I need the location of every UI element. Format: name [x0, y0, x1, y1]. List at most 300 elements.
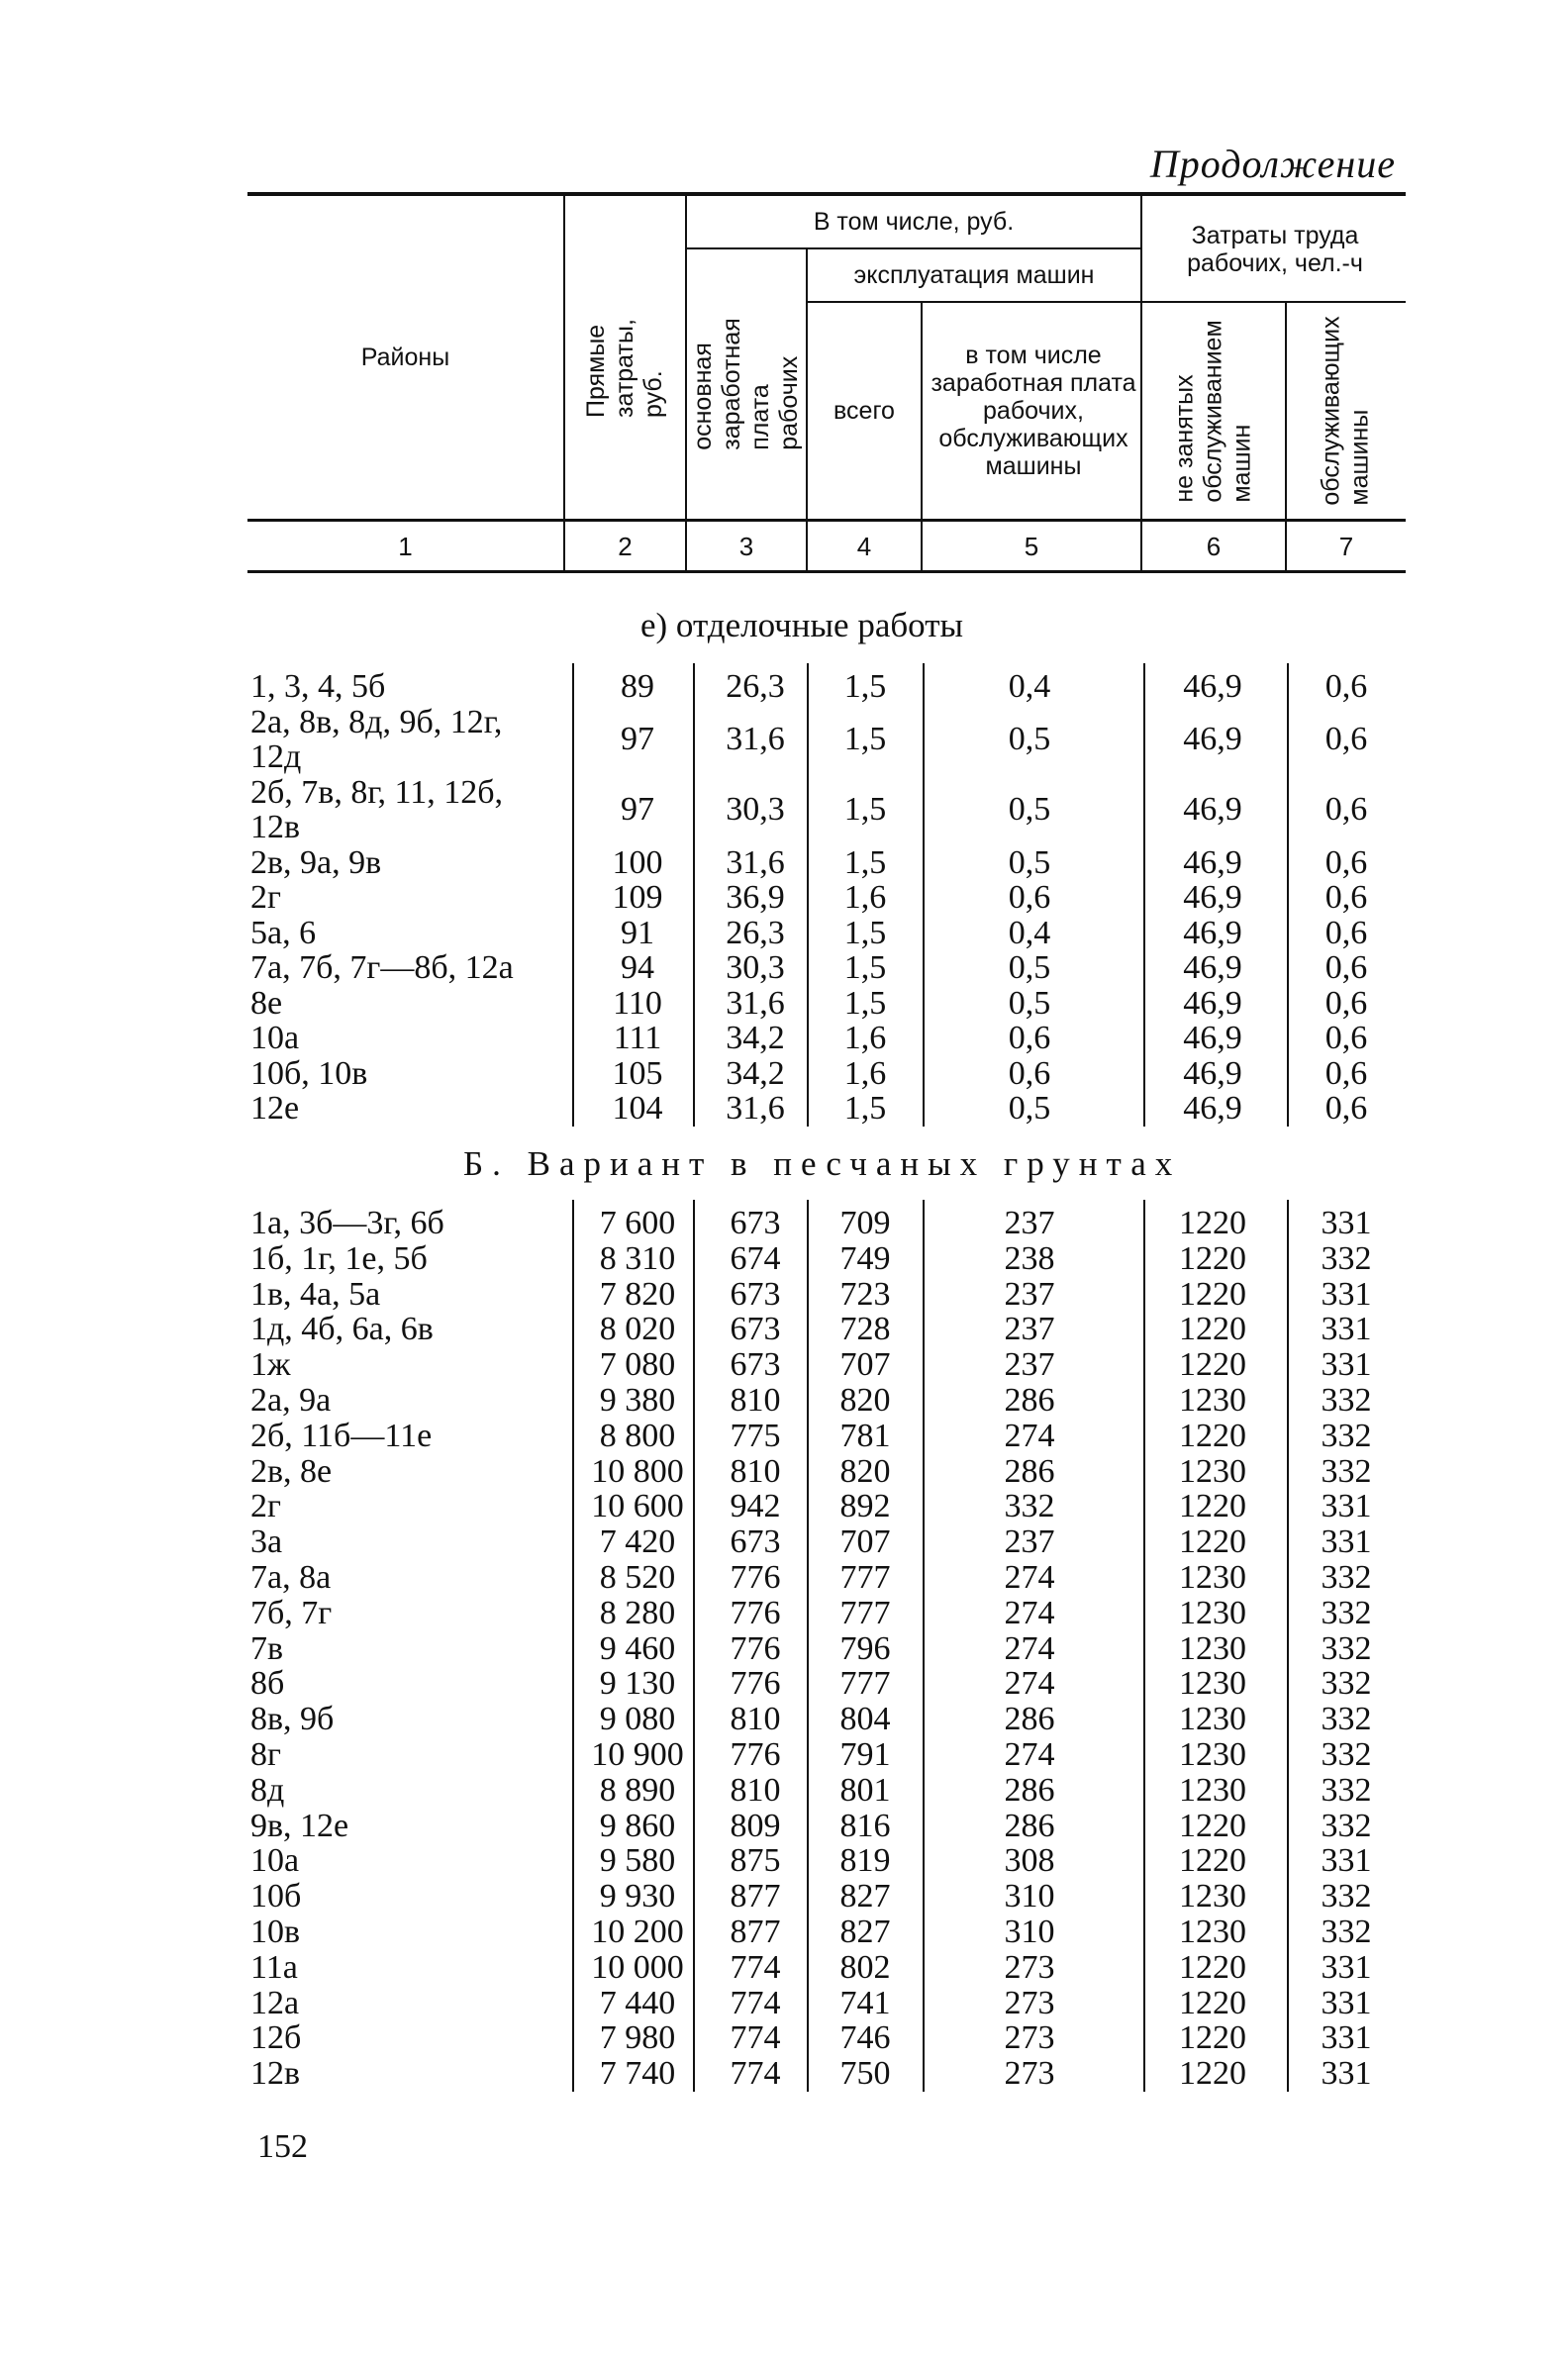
- value-cell: 0,4: [1008, 914, 1051, 951]
- value-cell: 109: [612, 879, 663, 916]
- value-cell: 1,5: [843, 791, 887, 829]
- district-line: 2г: [250, 1488, 281, 1525]
- value-cell: 7 440: [599, 1984, 676, 2021]
- value-cell: 110: [613, 984, 662, 1022]
- value-cell: 781: [839, 1417, 891, 1454]
- value-cell: 749: [839, 1239, 891, 1277]
- header-machine-operation: эксплуатация машин: [853, 261, 1095, 289]
- value-cell: 776: [730, 1594, 781, 1631]
- table-row: [0, 1596, 1568, 1631]
- value-cell: 31,6: [726, 843, 785, 881]
- value-cell: 8 020: [599, 1311, 676, 1348]
- value-cell: 723: [839, 1275, 891, 1313]
- value-cell: 331: [1321, 1275, 1372, 1313]
- column-number: 7: [1338, 532, 1354, 561]
- value-cell: 332: [1321, 1417, 1372, 1454]
- header-total: всего: [833, 397, 895, 425]
- table-row: [0, 986, 1568, 1022]
- header-vline-4: [921, 303, 923, 570]
- table-row: [0, 1241, 1568, 1277]
- district-cell: [250, 1241, 428, 1277]
- value-cell: 746: [839, 2019, 891, 2057]
- value-cell: 0,5: [1008, 791, 1051, 829]
- value-cell: 273: [1004, 1948, 1055, 1986]
- header-direct-costs-wrap: [565, 196, 685, 519]
- table-row: [0, 1347, 1568, 1383]
- value-cell: 1220: [1179, 1488, 1246, 1525]
- value-cell: 777: [839, 1594, 891, 1631]
- value-cell: 7 740: [599, 2055, 676, 2093]
- value-cell: 331: [1321, 1523, 1372, 1561]
- section-title-finishing: е) отделочные работы: [639, 606, 964, 644]
- value-cell: 1,5: [843, 949, 887, 986]
- table-row: [0, 1312, 1568, 1347]
- value-cell: 809: [730, 1807, 781, 1844]
- value-cell: 673: [730, 1346, 781, 1384]
- district-line: 1д, 4б, 6а, 6в: [250, 1311, 434, 1348]
- value-cell: 707: [839, 1523, 891, 1561]
- value-cell: 274: [1004, 1629, 1055, 1667]
- table-row: [0, 1631, 1568, 1667]
- district-line: 1, 3, 4, 5б: [250, 668, 386, 705]
- value-cell: 0,5: [1008, 721, 1051, 758]
- value-cell: 1230: [1179, 1629, 1246, 1667]
- value-cell: 332: [1321, 1594, 1372, 1631]
- district-cell: [250, 950, 514, 986]
- value-cell: 331: [1321, 1488, 1372, 1525]
- value-cell: 331: [1321, 1311, 1372, 1348]
- column-divider: [572, 663, 574, 1127]
- value-cell: 286: [1004, 1701, 1055, 1738]
- table-row: [0, 1021, 1568, 1056]
- district-cell: [250, 1560, 331, 1596]
- value-cell: 776: [730, 1736, 781, 1773]
- district-cell: [250, 1809, 348, 1844]
- value-cell: 30,3: [726, 791, 785, 829]
- value-cell: 877: [730, 1878, 781, 1915]
- value-cell: 810: [730, 1382, 781, 1419]
- value-cell: 273: [1004, 1984, 1055, 2021]
- district-line: 10а: [250, 1842, 300, 1880]
- district-cell: [250, 1312, 434, 1347]
- district-line: 11а: [250, 1948, 298, 1986]
- value-cell: 673: [730, 1311, 781, 1348]
- district-line: 7а, 7б, 7г—8б, 12а: [250, 949, 514, 986]
- value-cell: 8 310: [599, 1239, 676, 1277]
- value-cell: 7 080: [599, 1346, 676, 1384]
- value-cell: 776: [730, 1665, 781, 1703]
- value-cell: 237: [1004, 1205, 1055, 1241]
- value-cell: 741: [839, 1984, 891, 2021]
- table-row: [0, 950, 1568, 986]
- district-line: 12е: [250, 1090, 300, 1127]
- district-line: 2а, 9а: [250, 1382, 332, 1419]
- table-row: [0, 1986, 1568, 2021]
- value-cell: 810: [730, 1771, 781, 1809]
- value-cell: 0,6: [1324, 668, 1368, 705]
- column-divider: [1143, 1200, 1145, 2092]
- table-row: [0, 845, 1568, 881]
- district-cell: [250, 1737, 281, 1773]
- value-cell: 46,9: [1183, 791, 1242, 829]
- district-cell: [250, 880, 281, 916]
- value-cell: 1,6: [843, 1020, 887, 1056]
- value-cell: 1,5: [843, 914, 887, 951]
- district-line: 1а, 3б—3г, 6б: [250, 1205, 444, 1241]
- column-divider: [1287, 663, 1289, 1127]
- value-cell: 1,5: [843, 984, 887, 1022]
- value-cell: 0,6: [1324, 879, 1368, 916]
- value-cell: 31,6: [726, 721, 785, 758]
- district-line: 8г: [250, 1736, 281, 1773]
- column-number: 2: [618, 532, 633, 561]
- value-cell: 774: [730, 2019, 781, 2057]
- district-line: 2в, 8е: [250, 1452, 333, 1490]
- district-line: 9в, 12е: [250, 1807, 349, 1844]
- value-cell: 237: [1004, 1346, 1055, 1384]
- district-line: 8в, 9б: [250, 1701, 335, 1738]
- column-divider: [807, 1200, 809, 2092]
- district-cell: [250, 1489, 281, 1524]
- district-cell: [250, 1773, 284, 1809]
- value-cell: 273: [1004, 2019, 1055, 2057]
- value-cell: 46,9: [1183, 1020, 1242, 1056]
- value-cell: 1230: [1179, 1771, 1246, 1809]
- column-divider: [693, 1200, 695, 2092]
- value-cell: 774: [730, 1984, 781, 2021]
- value-cell: 0,6: [1324, 791, 1368, 829]
- value-cell: 1230: [1179, 1736, 1246, 1773]
- value-cell: 9 130: [599, 1665, 676, 1703]
- value-cell: 274: [1004, 1594, 1055, 1631]
- value-cell: 1230: [1179, 1594, 1246, 1631]
- value-cell: 332: [1004, 1488, 1055, 1525]
- district-line: 2а, 8в, 8д, 9б, 12г,: [250, 703, 503, 740]
- value-cell: 774: [730, 1948, 781, 1986]
- district-line: 8е: [250, 984, 283, 1022]
- value-cell: 1,6: [843, 879, 887, 916]
- district-cell: [250, 775, 503, 845]
- table-row: [0, 1383, 1568, 1419]
- value-cell: 709: [839, 1205, 891, 1241]
- value-cell: 91: [621, 914, 654, 951]
- district-cell: [250, 1021, 299, 1056]
- district-line: 1в, 4а, 5а: [250, 1275, 381, 1313]
- value-cell: 34,2: [726, 1020, 785, 1056]
- value-cell: 100: [612, 843, 663, 881]
- value-cell: 26,3: [726, 914, 785, 951]
- value-cell: 0,6: [1324, 721, 1368, 758]
- value-cell: 332: [1321, 1736, 1372, 1773]
- column-divider: [1287, 1200, 1289, 2092]
- value-cell: 816: [839, 1807, 891, 1844]
- value-cell: 331: [1321, 2055, 1372, 2093]
- table-row: [0, 880, 1568, 916]
- column-number: 5: [1024, 532, 1039, 561]
- value-cell: 9 860: [599, 1807, 676, 1844]
- district-cell: [250, 705, 502, 775]
- value-cell: 89: [621, 668, 654, 705]
- district-cell: [250, 1206, 444, 1241]
- district-cell: [250, 1631, 283, 1667]
- table-row: [0, 1524, 1568, 1560]
- value-cell: 331: [1321, 1948, 1372, 1986]
- header-labor-costs: Затраты труда рабочих, чел.-ч: [1187, 222, 1363, 277]
- district-cell: [250, 916, 316, 951]
- table-row: [0, 1737, 1568, 1773]
- table-row: [0, 1950, 1568, 1986]
- value-cell: 0,4: [1008, 668, 1051, 705]
- value-cell: 0,5: [1008, 984, 1051, 1022]
- value-cell: 238: [1004, 1239, 1055, 1277]
- value-cell: 30,3: [726, 949, 785, 986]
- value-cell: 31,6: [726, 984, 785, 1022]
- value-cell: 10 000: [591, 1948, 684, 1986]
- value-cell: 332: [1321, 1878, 1372, 1915]
- section-title-sandy: Б. Вариант в песчаных грунтах: [463, 1144, 1182, 1183]
- header-direct-costs: Прямые затраты, руб.: [582, 318, 667, 418]
- district-line: 2в, 9а, 9в: [250, 843, 382, 881]
- value-cell: 1220: [1179, 1275, 1246, 1313]
- value-cell: 331: [1321, 1346, 1372, 1384]
- district-line: 8д: [250, 1771, 285, 1809]
- value-cell: 274: [1004, 1736, 1055, 1773]
- table-row: [0, 775, 1568, 845]
- table-row: [0, 916, 1568, 951]
- district-cell: [250, 1843, 299, 1879]
- value-cell: 7 980: [599, 2019, 676, 2057]
- district-cell: [250, 669, 385, 705]
- value-cell: 286: [1004, 1382, 1055, 1419]
- value-cell: 1,5: [843, 721, 887, 758]
- value-cell: 46,9: [1183, 721, 1242, 758]
- column-number: 3: [738, 532, 754, 561]
- value-cell: 1220: [1179, 1205, 1246, 1241]
- district-line: 2б, 7в, 8г, 11, 12б,: [250, 773, 503, 811]
- column-divider: [572, 1200, 574, 2092]
- value-cell: 46,9: [1183, 949, 1242, 986]
- district-line: 5а, 6: [250, 914, 317, 951]
- district-cell: [250, 2020, 301, 2056]
- value-cell: 310: [1004, 1878, 1055, 1915]
- district-cell: [250, 1347, 291, 1383]
- column-divider: [807, 663, 809, 1127]
- value-cell: 827: [839, 1914, 891, 1950]
- district-cell: [250, 1091, 299, 1127]
- value-cell: 332: [1321, 1239, 1372, 1277]
- value-cell: 10 600: [591, 1488, 684, 1525]
- value-cell: 0,6: [1324, 984, 1368, 1022]
- table-row: [0, 1843, 1568, 1879]
- value-cell: 34,2: [726, 1054, 785, 1092]
- value-cell: 8 890: [599, 1771, 676, 1809]
- district-cell: [250, 1986, 299, 2021]
- value-cell: 1,5: [843, 668, 887, 705]
- header-including: В том числе, руб.: [813, 208, 1015, 236]
- district-line: 1ж: [250, 1346, 291, 1384]
- header-machine-workers-wrap: [1287, 303, 1406, 519]
- value-cell: 332: [1321, 1559, 1372, 1596]
- value-cell: 331: [1321, 1842, 1372, 1880]
- value-cell: 1230: [1179, 1452, 1246, 1490]
- value-cell: 674: [730, 1239, 781, 1277]
- value-cell: 332: [1321, 1665, 1372, 1703]
- value-cell: 820: [839, 1382, 891, 1419]
- value-cell: 237: [1004, 1523, 1055, 1561]
- column-number: 4: [856, 532, 872, 561]
- value-cell: 1,6: [843, 1054, 887, 1092]
- value-cell: 892: [839, 1488, 891, 1525]
- district-cell: [250, 1915, 300, 1950]
- page-number: 152: [257, 2128, 308, 2165]
- table-row: [0, 2056, 1568, 2092]
- table-row: [0, 669, 1568, 705]
- value-cell: 274: [1004, 1417, 1055, 1454]
- table-row: [0, 1702, 1568, 1737]
- value-cell: 1220: [1179, 1984, 1246, 2021]
- header-not-machine-workers: не занятых обслуживанием машин: [1170, 319, 1256, 503]
- district-line: 3а: [250, 1523, 283, 1561]
- value-cell: 237: [1004, 1311, 1055, 1348]
- value-cell: 820: [839, 1452, 891, 1490]
- value-cell: 332: [1321, 1807, 1372, 1844]
- value-cell: 0,6: [1324, 1090, 1368, 1127]
- value-cell: 46,9: [1183, 1090, 1242, 1127]
- value-cell: 9 380: [599, 1382, 676, 1419]
- value-cell: 36,9: [726, 879, 785, 916]
- header-bottom-rule: [247, 570, 1406, 573]
- value-cell: 707: [839, 1346, 891, 1384]
- value-cell: 7 820: [599, 1275, 676, 1313]
- value-cell: 1220: [1179, 1417, 1246, 1454]
- value-cell: 9 460: [599, 1629, 676, 1667]
- table-row: [0, 1915, 1568, 1950]
- value-cell: 46,9: [1183, 1054, 1242, 1092]
- value-cell: 10 200: [591, 1914, 684, 1950]
- value-cell: 10 800: [591, 1452, 684, 1490]
- value-cell: 728: [839, 1311, 891, 1348]
- continuation-label: Продолжение: [1149, 142, 1396, 186]
- table-row: [0, 705, 1568, 775]
- value-cell: 332: [1321, 1382, 1372, 1419]
- value-cell: 0,6: [1324, 914, 1368, 951]
- district-line: 8б: [250, 1665, 285, 1703]
- header-mid-rule: [247, 519, 1406, 522]
- header-machine-workers: обслуживающих машины: [1318, 316, 1374, 506]
- value-cell: 237: [1004, 1275, 1055, 1313]
- district-line: 2г: [250, 879, 281, 916]
- value-cell: 9 930: [599, 1878, 676, 1915]
- value-cell: 1220: [1179, 1523, 1246, 1561]
- value-cell: 8 520: [599, 1559, 676, 1596]
- value-cell: 0,6: [1008, 879, 1051, 916]
- value-cell: 0,5: [1008, 949, 1051, 986]
- value-cell: 796: [839, 1629, 891, 1667]
- value-cell: 1230: [1179, 1878, 1246, 1915]
- column-divider: [693, 663, 695, 1127]
- table-row: [0, 1809, 1568, 1844]
- value-cell: 104: [612, 1090, 663, 1127]
- value-cell: 26,3: [726, 668, 785, 705]
- district-cell: [250, 1596, 332, 1631]
- district-cell: [250, 1419, 432, 1454]
- table-row: [0, 1419, 1568, 1454]
- value-cell: 1,5: [843, 1090, 887, 1127]
- value-cell: 332: [1321, 1629, 1372, 1667]
- district-cell: [250, 1950, 298, 1986]
- district-line: 10а: [250, 1020, 300, 1056]
- district-cell: [250, 1454, 332, 1490]
- value-cell: 10 900: [591, 1736, 684, 1773]
- value-cell: 46,9: [1183, 668, 1242, 705]
- district-cell: [250, 1524, 282, 1560]
- value-cell: 308: [1004, 1842, 1055, 1880]
- value-cell: 804: [839, 1701, 891, 1738]
- value-cell: 286: [1004, 1452, 1055, 1490]
- value-cell: 673: [730, 1275, 781, 1313]
- value-cell: 1220: [1179, 1239, 1246, 1277]
- value-cell: 0,6: [1324, 1020, 1368, 1056]
- value-cell: 7 600: [599, 1205, 676, 1241]
- value-cell: 673: [730, 1523, 781, 1561]
- value-cell: 750: [839, 2055, 891, 2093]
- value-cell: 332: [1321, 1701, 1372, 1738]
- value-cell: 1,5: [843, 843, 887, 881]
- value-cell: 776: [730, 1559, 781, 1596]
- district-line: 7б, 7г: [250, 1594, 333, 1631]
- value-cell: 8 280: [599, 1594, 676, 1631]
- value-cell: 877: [730, 1914, 781, 1950]
- value-cell: 0,6: [1008, 1054, 1051, 1092]
- district-cell: [250, 1277, 380, 1313]
- value-cell: 46,9: [1183, 914, 1242, 951]
- value-cell: 273: [1004, 2055, 1055, 2093]
- value-cell: 810: [730, 1452, 781, 1490]
- value-cell: 819: [839, 1842, 891, 1880]
- value-cell: 310: [1004, 1914, 1055, 1950]
- value-cell: 111: [613, 1020, 662, 1056]
- table-row: [0, 1277, 1568, 1313]
- district-line: 12в: [250, 2055, 301, 2093]
- table-row: [0, 1489, 1568, 1524]
- value-cell: 9 580: [599, 1842, 676, 1880]
- value-cell: 1230: [1179, 1559, 1246, 1596]
- value-cell: 332: [1321, 1771, 1372, 1809]
- district-line: 7в: [250, 1629, 284, 1667]
- district-line: 12в: [250, 809, 301, 845]
- district-line: 10б, 10в: [250, 1054, 368, 1092]
- value-cell: 31,6: [726, 1090, 785, 1127]
- district-cell: [250, 1383, 331, 1419]
- column-divider: [1143, 663, 1145, 1127]
- value-cell: 875: [730, 1842, 781, 1880]
- value-cell: 1230: [1179, 1914, 1246, 1950]
- value-cell: 274: [1004, 1665, 1055, 1703]
- district-cell: [250, 986, 282, 1022]
- district-line: 2б, 11б—11е: [250, 1417, 433, 1454]
- table-row: [0, 2020, 1568, 2056]
- value-cell: 810: [730, 1701, 781, 1738]
- table-row: [0, 1560, 1568, 1596]
- value-cell: 105: [612, 1054, 663, 1092]
- district-cell: [250, 2056, 300, 2092]
- district-line: 7а, 8а: [250, 1559, 332, 1596]
- table-row: [0, 1056, 1568, 1092]
- value-cell: 776: [730, 1629, 781, 1667]
- value-cell: 777: [839, 1559, 891, 1596]
- header-basic-wages-wrap: [687, 249, 806, 519]
- table-row: [0, 1091, 1568, 1127]
